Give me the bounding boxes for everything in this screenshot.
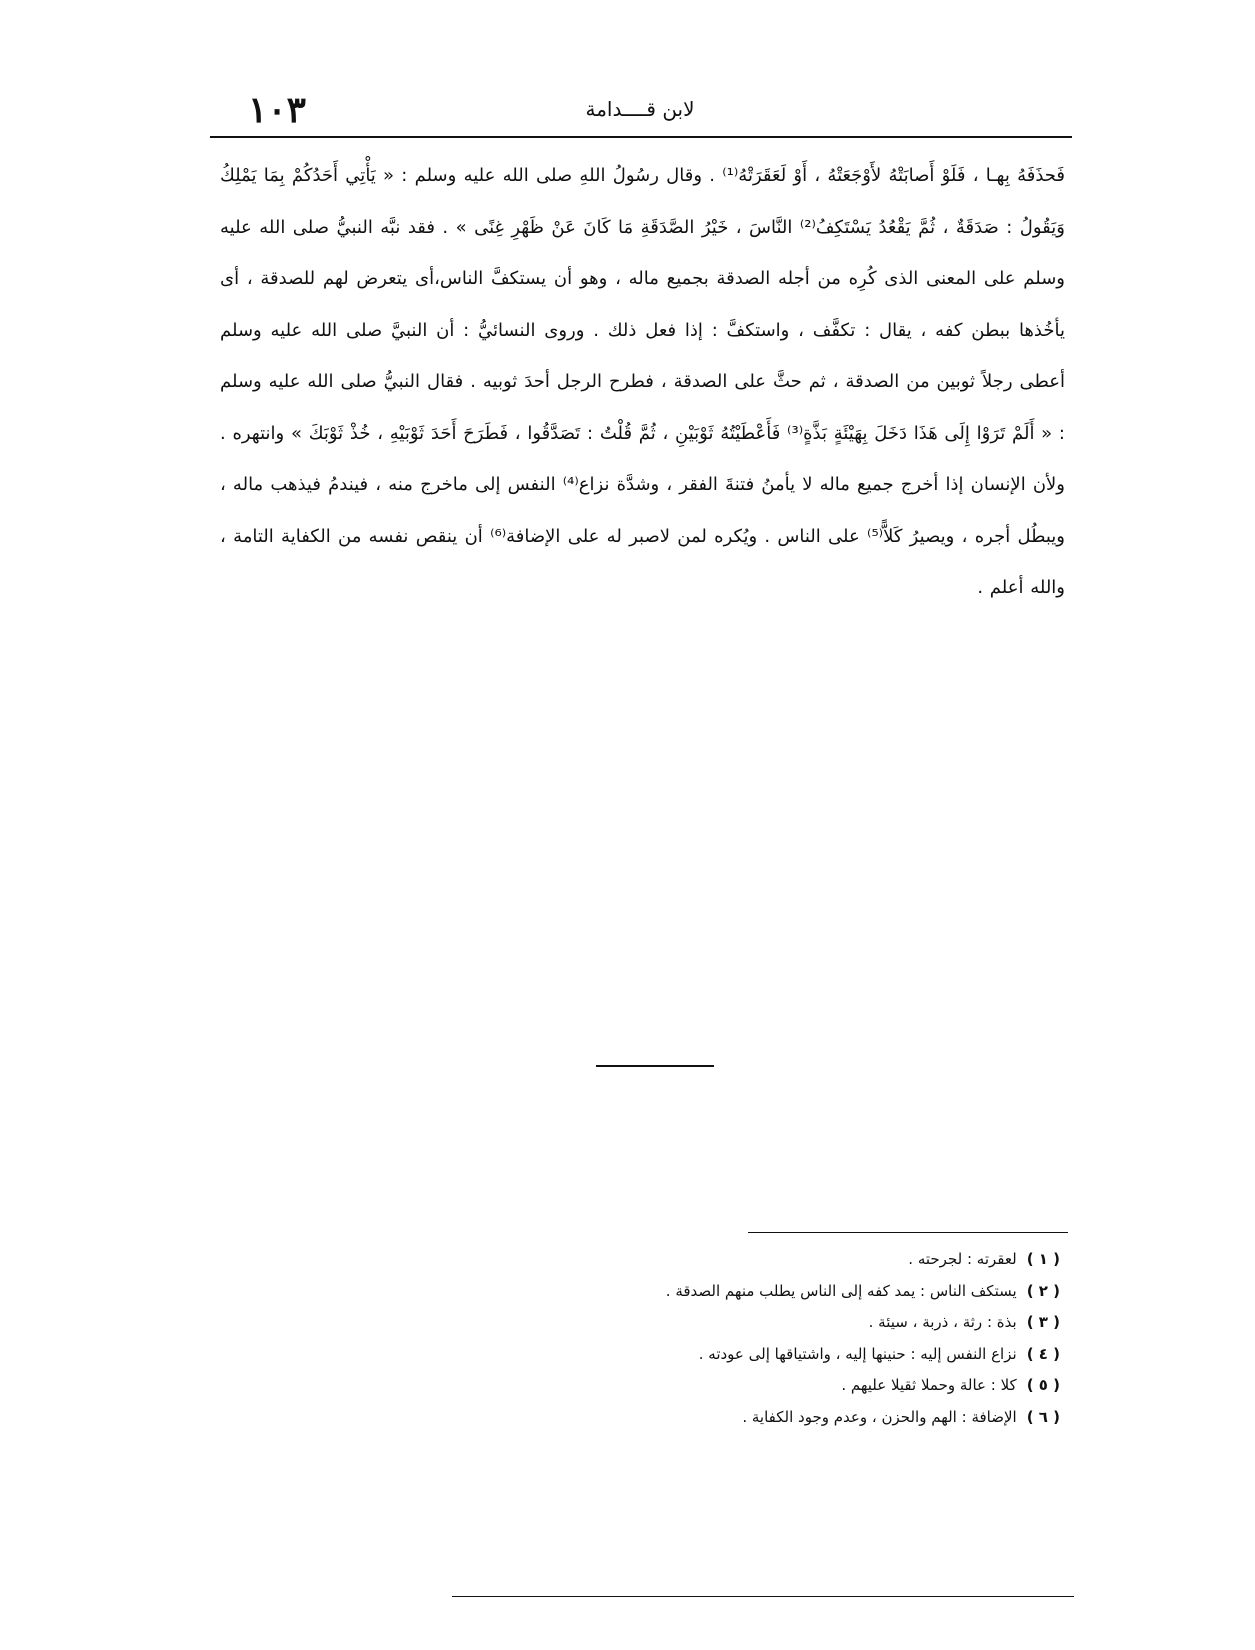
footnote-text: نزاع النفس إليه : حنينها إليه ، واشتياقها إلى عودته . bbox=[698, 1344, 1017, 1363]
footnote-number: ( ٣ ) bbox=[1026, 1313, 1060, 1331]
running-head: لابن قــــدامة bbox=[585, 97, 695, 121]
footnote-4 bbox=[500, 1339, 1060, 1371]
footnote-number: ( ٤ ) bbox=[1026, 1344, 1060, 1363]
footnote-number: ( ٢ ) bbox=[1026, 1281, 1060, 1300]
footnote-number: ( ١ ) bbox=[1026, 1250, 1060, 1268]
footnote-3 bbox=[500, 1307, 1060, 1339]
bottom-rule bbox=[452, 1596, 1074, 1597]
footnote-text: لعقرته : لجرحته . bbox=[908, 1250, 1017, 1268]
footnote-2 bbox=[500, 1276, 1060, 1308]
footnote-number: ( ٥ ) bbox=[1026, 1376, 1060, 1394]
footnote-6 bbox=[500, 1402, 1060, 1434]
footnote-text: بذة : رثة ، ذربة ، سيئة . bbox=[868, 1313, 1017, 1331]
body-text bbox=[220, 150, 1065, 614]
footnote-text: كلا : عالة وحملا ثقيلا عليهم . bbox=[841, 1376, 1017, 1394]
footnote-number: ( ٦ ) bbox=[1026, 1407, 1060, 1426]
header-rule bbox=[210, 136, 1072, 138]
page-number: ١٠٣ bbox=[248, 89, 307, 131]
section-divider bbox=[596, 1065, 714, 1067]
footnote-text: الإضافة : الهم والحزن ، وعدم وجود الكفاية . bbox=[742, 1407, 1017, 1426]
page-header bbox=[210, 85, 1072, 135]
footnote-5 bbox=[500, 1370, 1060, 1402]
body-paragraph: فَحذَفَهُ بِهـا ، فَلَوْ أَصابَتْهُ لأَوْجَعَتْهُ ، أَوْ لَعَقَرَتْهُ⁽¹⁾ . وقال رسُولُ اللهِ صلى الله عليه وسلم : « يَأْتِي أَحَدُكُمْ بِمَا يَمْلِكُ وَيَقُولُ : صَدَقَةٌ ، ثُمَّ يَقْعُدُ يَسْتَكِفُ⁽²⁾ النَّاسَ ، خَيْرُ الصَّدَقَةِ مَا كَانَ عَنْ ظَهْرِ غِنًى » . فقد نبَّه النبيُّ صلى الله عليه وسلم على المعنى الذى كُرِه من أجله الصدقة بجميع ماله ، وهو أن يستكفَّ الناس،أى يتعرض لهم للصدقة ، أى يأخُذها ببطن كفه ، يقال : تكفَّف ، واستكفَّ : إذا فعل ذلك . وروى النسائيُّ : أن النبيَّ صلى الله عليه وسلم أعطى رجلاً ثوبين من الصدقة ، ثم حثَّ على الصدقة ، فطرح الرجل أحدَ ثوبيه . فقال النبيُّ صلى الله عليه وسلم : « أَلَمْ تَرَوْا إِلَى هَذَا دَخَلَ بِهَيْئَةٍ بَذَّةٍ⁽³⁾ فَأَعْطَيْتُهُ ثَوْبَيْنِ ، ثُمَّ قُلْتُ : تَصَدَّقُوا ، فَطَرَحَ أَحَدَ ثَوْبَيْهِ ، خُذْ ثَوْبَكَ » وانتهره . ولأن الإنسان إذا أخرج جميع ماله لا يأمنُ فتنةَ الفقر ، وشدَّة نزاع⁽⁴⁾ النفس إلى ماخرج منه ، فيندمُ فيذهب ماله ، ويبطُل أجره ، ويصيرُ كَلاًّ⁽⁵⁾ على الناس . ويُكره لمن لاصبر له على الإضافة⁽⁶⁾ أن ينقص نفسه من الكفاية التامة ، والله أعلم . bbox=[220, 165, 1066, 598]
footnote-text: يستكف الناس : يمد كفه إلى الناس يطلب منهم الصدقة . bbox=[665, 1281, 1017, 1300]
footnote-1 bbox=[500, 1244, 1060, 1276]
footnotes bbox=[500, 1244, 1060, 1433]
footnote-rule bbox=[748, 1232, 1068, 1233]
